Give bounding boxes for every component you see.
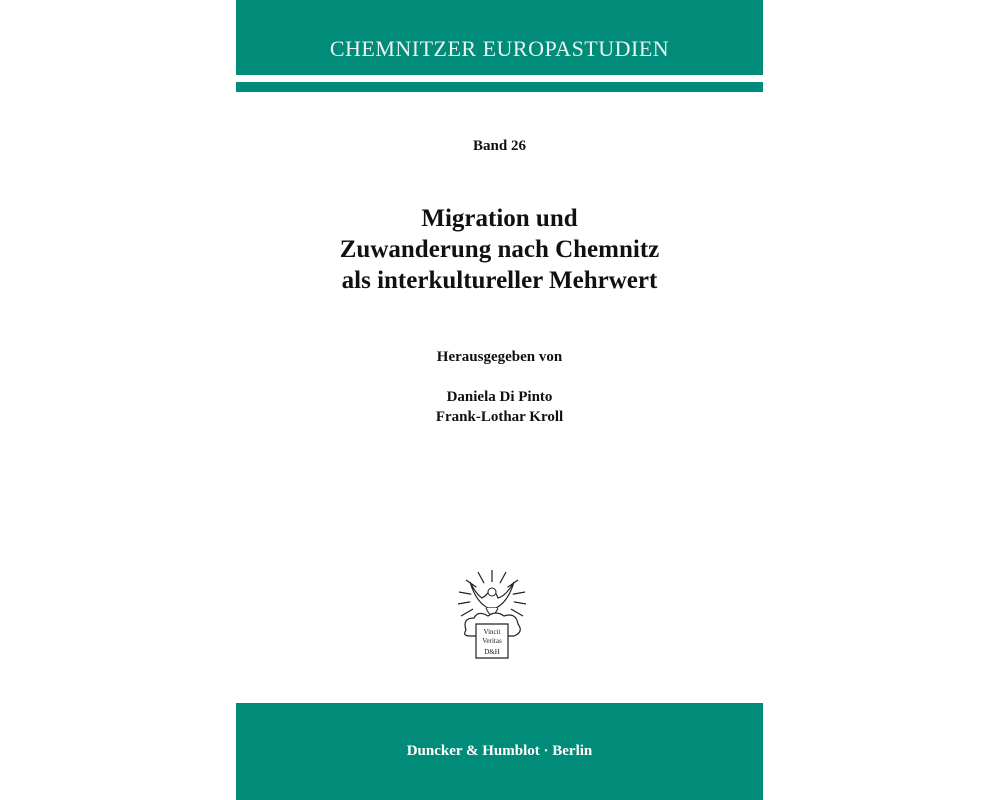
title-line: Migration und (421, 205, 578, 232)
title-line: Zuwanderung nach Chemnitz (339, 236, 660, 263)
svg-text:Veritas: Veritas (482, 637, 502, 645)
header-stripe (236, 82, 763, 92)
svg-text:D&H: D&H (484, 648, 500, 656)
book-cover (236, 0, 763, 800)
title-line: als interkultureller Mehrwert (341, 267, 658, 294)
publisher-eagle-logo-icon (456, 568, 528, 664)
series-header-band (236, 0, 763, 75)
volume-number: Band 26 (473, 138, 526, 154)
book-title (236, 203, 763, 296)
editor-name: Frank-Lothar Kroll (435, 409, 564, 425)
svg-text:Vincit: Vincit (483, 628, 501, 636)
publisher-footer-band (236, 703, 763, 800)
editors (236, 387, 763, 427)
publisher-name: Duncker & Humblot · Berlin (406, 743, 593, 759)
editor-name: Daniela Di Pinto (446, 389, 553, 405)
series-title: CHEMNITZER EUROPASTUDIEN (329, 35, 670, 61)
edited-by-label: Herausgegeben von (436, 349, 563, 365)
